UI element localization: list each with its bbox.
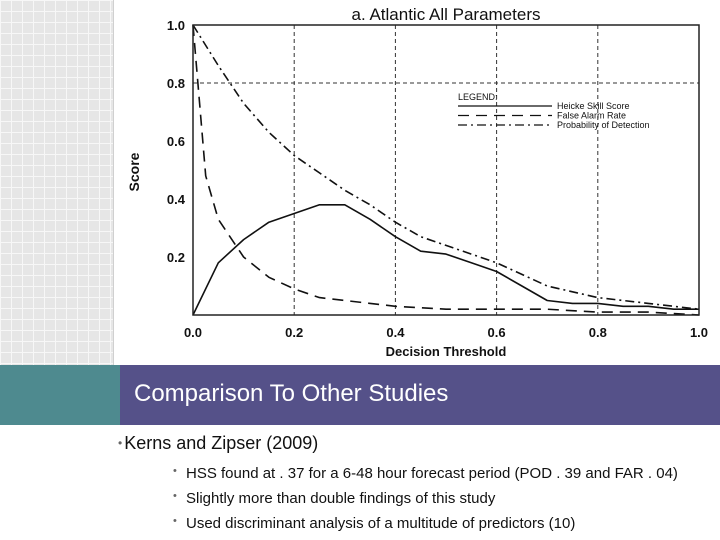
bullet-icon: • [173,490,177,502]
chart-legend [458,92,650,130]
y-axis-ticks [167,18,186,265]
chart-series [193,25,699,315]
x-tick-label: 0.2 [285,325,304,340]
title-accent-block [0,365,120,425]
legend-entry-label: False Alarm Rate [557,110,627,121]
title-band [0,365,720,425]
plot-frame [193,25,699,315]
x-tick-label: 0.4 [386,325,405,340]
y-tick-label: 0.4 [166,192,185,207]
chart-grid [193,25,699,315]
slide-body [0,425,720,540]
series-line-3 [193,25,699,309]
y-tick-label: 0.6 [166,134,185,149]
legend-entry-label: Heicke Skill Score [557,101,630,111]
series-line-2 [193,25,699,315]
legend-entry-label: Probability of Detection [557,120,650,130]
bullet-level2-text: Used discriminant analysis of a multitude of predictors (10) [186,515,576,532]
x-tick-label: 1.0 [689,325,709,340]
bullet-icon: • [118,436,123,450]
x-tick-label: 0.8 [588,325,607,340]
slide-title: Comparison To Other Studies [134,380,449,407]
x-axis-ticks [184,325,708,340]
bullet-level1-text: Kerns and Zipser (2009) [124,433,319,453]
x-tick-label: 0.6 [487,325,506,340]
y-tick-label: 0.8 [166,76,185,91]
y-tick-label: 1.0 [166,18,185,33]
bullet-icon: • [173,465,177,477]
bullet-level2-text: Slightly more than double findings of this study [186,490,496,507]
bullet-icon: • [173,515,177,527]
bullet-level1 [118,433,318,454]
chart-title: a. Atlantic All Parameters [351,5,541,24]
y-axis-label: Score [126,152,142,192]
x-tick-label: 0.0 [183,325,203,340]
x-axis-label: Decision Threshold [385,344,507,359]
bullet-level2-text: HSS found at . 37 for a 6-48 hour forecast period (POD . 39 and FAR . 04) [186,465,678,482]
series-line-1 [193,205,699,315]
y-tick-label: 0.2 [166,250,185,265]
legend-title: LEGEND: [458,92,498,102]
